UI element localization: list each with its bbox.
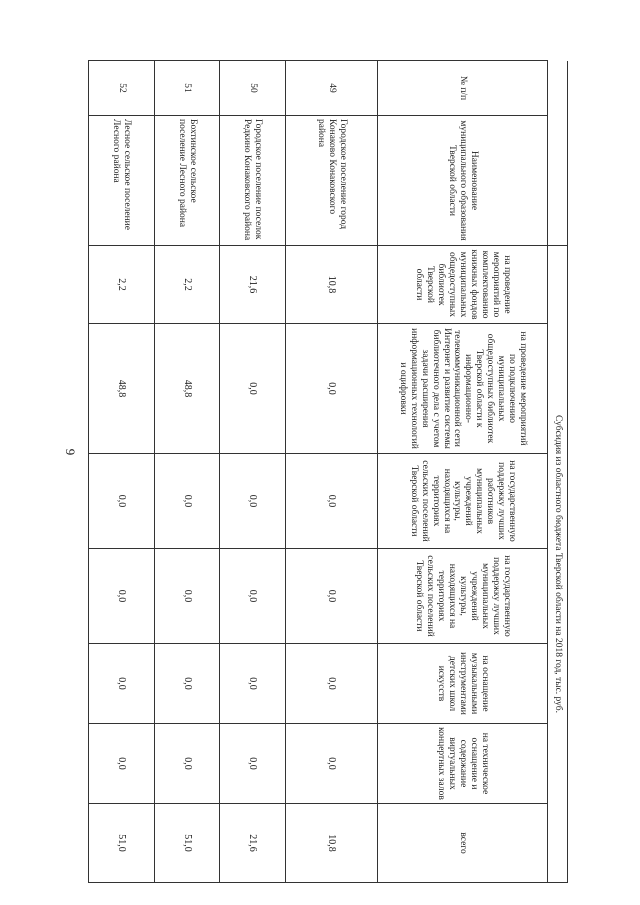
cell-value: 0,0 <box>285 644 377 724</box>
row-name: Лесное сельское поселение Лесного района <box>89 116 155 246</box>
cell-value: 0,0 <box>220 549 286 644</box>
cell-value: 0,0 <box>154 454 220 549</box>
col-header-internet: на проведение мероприятий по подключению муниципальных общедоступных библиотек Тверской области к информационно-телекоммуникационной сети Интернет и развитие системы библиотечного дела с учетом задачи расширения информационных технологий и оцифровки <box>378 324 548 454</box>
cell-value: 0,0 <box>89 549 155 644</box>
cell-value: 21,6 <box>220 246 286 324</box>
cell-value: 0,0 <box>220 644 286 724</box>
col-header-name: Наименование муниципального образования Тверской области <box>378 116 548 246</box>
row-name: Бохтинское сельское поселение Лесного района <box>154 116 220 246</box>
table-row <box>154 61 220 883</box>
row-no: 50 <box>220 61 286 116</box>
row-no: 52 <box>89 61 155 116</box>
subsidy-table <box>88 60 568 883</box>
col-header-concert-halls: на техническое оснащение и содержание виртуальных концертных залов <box>378 724 548 804</box>
cell-value: 0,0 <box>285 324 377 454</box>
cell-total: 51,0 <box>154 804 220 883</box>
col-header-workers: на государственную поддержку лучших работников муниципальных учреждений культуры, находящихся на территориях сельских поселений Тверской области <box>378 454 548 549</box>
row-no: 51 <box>154 61 220 116</box>
cell-value: 0,0 <box>89 644 155 724</box>
cell-total: 51,0 <box>89 804 155 883</box>
col-header-institutions: на государственную поддержку лучших муниципальных учреждений культуры, находящихся на территориях сельских поселений Тверской области <box>378 549 548 644</box>
rotated-table-container <box>88 60 568 854</box>
col-header-no: № п/п <box>378 61 548 116</box>
col-header-book-funds: на проведение мероприятий по комплектованию книжных фондов муниципальных общедоступных библиотек Тверской области <box>378 246 548 324</box>
cell-value: 0,0 <box>285 454 377 549</box>
table-row <box>285 61 377 883</box>
row-name: Городское поселение поселок Редкино Конаковского района <box>220 116 286 246</box>
cell-value: 0,0 <box>89 454 155 549</box>
cell-value: 2,2 <box>89 246 155 324</box>
cell-value: 48,8 <box>154 324 220 454</box>
col-header-instruments: на оснащение музыкальными инструментами детских школ искусств <box>378 644 548 724</box>
table-row <box>89 61 155 883</box>
cell-value: 0,0 <box>220 454 286 549</box>
cell-value: 0,0 <box>154 549 220 644</box>
cell-value: 2,2 <box>154 246 220 324</box>
cell-value: 0,0 <box>154 644 220 724</box>
row-name: Городское поселение город Конаково Конаковского района <box>285 116 377 246</box>
cell-total: 21,6 <box>220 804 286 883</box>
cell-value: 0,0 <box>220 324 286 454</box>
cell-total: 10,8 <box>285 804 377 883</box>
row-no: 49 <box>285 61 377 116</box>
cell-value: 0,0 <box>285 724 377 804</box>
cell-value: 0,0 <box>220 724 286 804</box>
cell-value: 0,0 <box>89 724 155 804</box>
table-row <box>220 61 286 883</box>
cell-value: 0,0 <box>154 724 220 804</box>
cell-value: 48,8 <box>89 324 155 454</box>
cell-value: 10,8 <box>285 246 377 324</box>
page-number: 9 <box>63 448 78 456</box>
cell-value: 0,0 <box>285 549 377 644</box>
col-header-total: всего <box>378 804 548 883</box>
header-spacer <box>548 61 568 246</box>
group-header: Субсидия из областного бюджета Тверской области на 2018 год, тыс. руб. <box>548 246 568 883</box>
